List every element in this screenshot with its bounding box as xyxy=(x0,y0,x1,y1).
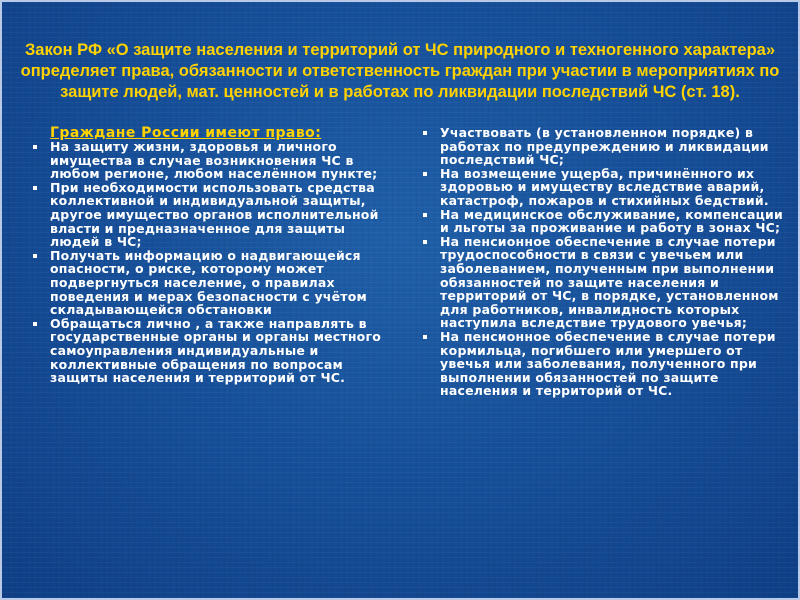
bullet-icon xyxy=(423,172,427,176)
list-item-text: Участвовать (в установленном порядке) в работах по предупреждению и ликвидации последствий ЧС; xyxy=(440,125,769,168)
right-bullet-list xyxy=(418,126,790,398)
bullet-icon xyxy=(33,145,37,149)
bullet-icon xyxy=(33,322,37,326)
list-item-text: Получать информацию о надвигающейся опасности, о риске, которому может подвергнуться население, о правилах поведения и мерах безопасности с учётом складывающейся обстановки xyxy=(50,247,367,318)
right-column xyxy=(418,126,790,398)
left-column-heading: Граждане России имеют право: xyxy=(50,125,322,141)
list-item xyxy=(418,330,790,398)
list-item xyxy=(418,167,790,208)
list-item xyxy=(418,235,790,330)
list-item xyxy=(418,208,790,235)
bullet-icon xyxy=(423,213,427,217)
bullet-icon xyxy=(33,254,37,258)
bullet-icon xyxy=(33,186,37,190)
list-item xyxy=(28,181,398,249)
list-item-text: При необходимости использовать средства коллективной и индивидуальной защиты, другое имущество органов исполнительной власти и предназначенное для защиты людей в ЧС; xyxy=(50,179,379,250)
left-column xyxy=(28,126,398,385)
list-item-text: На защиту жизни, здоровья и личного имущества в случае возникновения ЧС в любом регионе, любом населённом пункте; xyxy=(50,139,378,182)
list-item-text: На пенсионное обеспечение в случае потери кормильца, погибшего или умершего от увечья или заболевания, полученного при выполнении обязанностей по защите населения и территорий от ЧС. xyxy=(440,328,776,399)
list-item-text: Обращаться лично , а также направлять в государственные органы и органы местного самоуправления индивидуальные и коллективные обращения по вопросам защиты населения и территорий от ЧС. xyxy=(50,315,381,386)
list-item xyxy=(28,249,398,317)
list-item xyxy=(28,140,398,181)
list-item-text: На возмещение ущерба, причинённого их здоровью и имуществу вследствие аварий, катастроф, пожаров и стихийных бедствий. xyxy=(440,165,769,208)
left-bullet-list xyxy=(28,140,398,385)
bullet-icon xyxy=(423,240,427,244)
bullet-icon xyxy=(423,335,427,339)
list-item-text: На пенсионное обеспечение в случае потери трудоспособности в связи с увечьем или заболеванием, полученным при выполнении обязанностей по защите населения и территорий от ЧС, в порядке, установленном для работников, инвалидность которых наступила вследствие трудового увечья; xyxy=(440,233,779,331)
list-item xyxy=(418,126,790,167)
bullet-icon xyxy=(423,131,427,135)
list-item-text: На медицинское обслуживание, компенсации и льготы за проживание и работу в зонах ЧС; xyxy=(440,206,783,236)
list-item xyxy=(28,317,398,385)
slide-title: Закон РФ «О защите населения и территорий от ЧС природного и техногенного характера» определяет права, обязанности и ответственность граждан при участии в мероприятиях по защите людей, мат. ценностей и в работах по ликвидации последствий ЧС (ст. 18). xyxy=(20,41,780,101)
